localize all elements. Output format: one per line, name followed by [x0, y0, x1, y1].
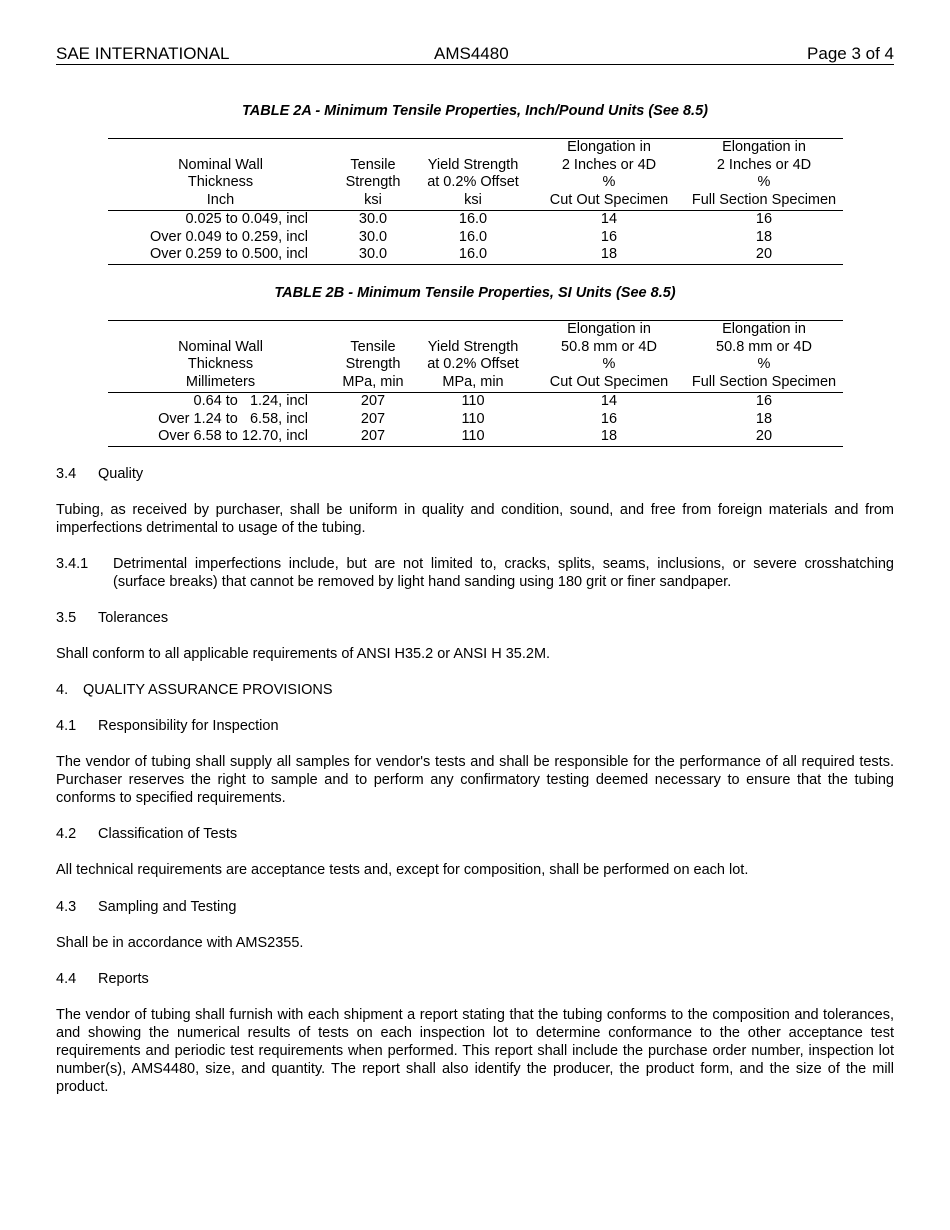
column-header: Full Section Specimen: [685, 192, 843, 210]
column-header: Full Section Specimen: [685, 374, 843, 392]
section-number: 4.: [56, 682, 69, 698]
column-header: Thickness: [187, 356, 254, 373]
column-header: [333, 139, 413, 157]
header-row: [108, 356, 843, 374]
section-number: 4.1: [56, 718, 77, 734]
table-cell: 18: [600, 428, 618, 445]
table-cell: 110: [461, 410, 485, 427]
section-3-5-text: Shall conform to all applicable requirements of ANSI H35.2 or ANSI H 35.2M.: [56, 646, 551, 662]
table-row: [108, 210, 843, 228]
column-header: 2 Inches or 4D: [716, 156, 812, 173]
section-number: 4.2: [56, 826, 77, 842]
table-cell: Over 1.24 to 6.58, incl: [158, 410, 308, 427]
table-cell: 16.0: [458, 246, 488, 263]
section-4-2-text: All technical requirements are acceptance tests and, except for composition, shall be performed on each lot.: [56, 862, 749, 878]
section-title: QUALITY ASSURANCE PROVISIONS: [83, 682, 333, 698]
header-row: [108, 339, 843, 357]
column-header: 50.8 mm or 4D: [561, 338, 657, 355]
column-header: Cut Out Specimen: [533, 192, 685, 210]
column-header: Thickness: [187, 174, 254, 191]
table-2a: [108, 138, 843, 265]
table-cell: Over 0.259 to 0.500, incl: [150, 246, 308, 263]
header-row: [108, 192, 843, 210]
table-cell: 16.0: [458, 210, 488, 227]
table-cell: 0.64 to 1.24, incl: [193, 392, 308, 409]
column-header: %: [757, 356, 771, 373]
table-cell: 16: [600, 410, 618, 427]
table-cell: 18: [755, 228, 773, 245]
column-header: [413, 321, 533, 339]
column-header: Cut Out Specimen: [533, 374, 685, 392]
column-header: Elongation in: [567, 321, 651, 337]
column-header: at 0.2% Offset: [427, 174, 519, 191]
table-cell: 16.0: [458, 228, 488, 245]
section-title: Sampling and Testing: [98, 899, 237, 915]
section-title: Reports: [98, 971, 149, 987]
column-header: Elongation in: [722, 321, 806, 337]
table-cell: 14: [600, 392, 618, 409]
table-cell: 14: [600, 210, 618, 227]
header-org: SAE INTERNATIONAL: [56, 44, 230, 63]
column-header: ksi: [413, 192, 533, 210]
section-heading-4-2: [56, 825, 894, 843]
section-title: Classification of Tests: [98, 826, 238, 842]
table-cell: 207: [360, 410, 386, 427]
column-header: Nominal Wall: [178, 338, 263, 355]
header-row: [108, 157, 843, 175]
table-2a-title: TABLE 2A - Minimum Tensile Properties, Inch/Pound Units (See 8.5): [242, 103, 708, 119]
table-cell: 110: [461, 428, 485, 445]
column-header: %: [602, 356, 616, 373]
section-number: 4.4: [56, 971, 77, 987]
table-cell: 20: [755, 428, 773, 445]
table-cell: 207: [360, 392, 386, 409]
column-header: %: [602, 174, 616, 191]
table-row: [108, 428, 843, 446]
column-header: Inch: [108, 192, 333, 210]
section-heading-4-4: [56, 970, 894, 988]
section-heading-4-1: [56, 717, 894, 735]
section-4-4-text: The vendor of tubing shall furnish with each shipment a report stating that the tubing conforms to the composition and tolerances, and showing the numerical results of tests on each inspection lot to determine conformance to the other acceptance test requirements and periodic test requirements when performed. This report shall include the purchase order number, inspection lot number(s), AMS4480, size, and quantity. The report shall also identify the producer, the product form, and the size of the mill product.: [56, 1007, 894, 1095]
table-cell: 16: [755, 210, 773, 227]
column-header: %: [757, 174, 771, 191]
table-cell: Over 6.58 to 12.70, incl: [158, 428, 308, 445]
table-cell: 30.0: [358, 210, 388, 227]
section-heading-3-4: [56, 465, 894, 483]
header-row: [108, 139, 843, 157]
section-number-3-4-1: 3.4.1: [56, 556, 89, 572]
column-header: Tensile: [350, 156, 396, 173]
table-cell: 18: [600, 246, 618, 263]
table-cell: Over 0.049 to 0.259, incl: [150, 228, 308, 245]
column-header: Tensile: [350, 338, 396, 355]
table-cell: 30.0: [358, 228, 388, 245]
table-row: [108, 411, 843, 429]
table-cell: 16: [600, 228, 618, 245]
page-header: [56, 44, 894, 65]
table-2b: [108, 320, 843, 447]
section-title: Quality: [98, 466, 144, 482]
column-header: Elongation in: [567, 139, 651, 155]
header-row: [108, 374, 843, 392]
header-page-number: Page 3 of 4: [807, 44, 894, 63]
section-title: Tolerances: [98, 610, 169, 626]
column-header: [333, 321, 413, 339]
column-header: Millimeters: [108, 374, 333, 392]
column-header: [413, 139, 533, 157]
section-heading-4: [56, 681, 894, 699]
column-header: Yield Strength: [427, 338, 519, 355]
column-header: ksi: [333, 192, 413, 210]
column-header: [108, 321, 333, 339]
column-header: 2 Inches or 4D: [561, 156, 657, 173]
table-row: [108, 392, 843, 410]
table-row: [108, 246, 843, 264]
section-3-4-text: Tubing, as received by purchaser, shall be uniform in quality and condition, sound, and free from foreign materials and from imperfections detrimental to usage of the tubing.: [56, 502, 894, 536]
section-heading-4-3: [56, 898, 894, 916]
column-header: MPa, min: [413, 374, 533, 392]
table-2b-title: TABLE 2B - Minimum Tensile Properties, SI Units (See 8.5): [274, 285, 676, 301]
section-title: Responsibility for Inspection: [98, 718, 279, 734]
table-cell: 207: [360, 428, 386, 445]
table-cell: 30.0: [358, 246, 388, 263]
column-header: Strength: [345, 174, 401, 191]
column-header: Nominal Wall: [178, 156, 263, 173]
header-row: [108, 174, 843, 192]
section-heading-3-5: [56, 609, 894, 627]
column-header: [108, 139, 333, 157]
table-cell: 110: [461, 392, 485, 409]
column-header: 50.8 mm or 4D: [716, 338, 812, 355]
section-number: 4.3: [56, 899, 77, 915]
table-cell: 20: [755, 246, 773, 263]
section-number: 3.5: [56, 610, 77, 626]
section-4-1-text: The vendor of tubing shall supply all samples for vendor's tests and shall be responsible for the performance of all required tests. Purchaser reserves the right to sample and to perform any confirmatory testing deemed necessary to ensure that the tubing conforms to specified requirements.: [56, 754, 894, 806]
header-row: [108, 321, 843, 339]
table-row: [108, 229, 843, 247]
table-cell: 16: [755, 392, 773, 409]
section-3-4-1-text: Detrimental imperfections include, but are not limited to, cracks, splits, seams, inclusions, or severe crosshatching (surface breaks) that cannot be removed by light hand sanding using 180 grit or finer sandpaper.: [113, 556, 894, 590]
column-header: Strength: [345, 356, 401, 373]
column-header: at 0.2% Offset: [427, 356, 519, 373]
table-cell: 0.025 to 0.049, incl: [185, 210, 308, 227]
column-header: Elongation in: [722, 139, 806, 155]
column-header: MPa, min: [333, 374, 413, 392]
table-cell: 18: [755, 410, 773, 427]
section-4-3-text: Shall be in accordance with AMS2355.: [56, 935, 304, 951]
section-number: 3.4: [56, 466, 77, 482]
header-doc-number: AMS4480: [434, 44, 509, 63]
column-header: Yield Strength: [427, 156, 519, 173]
